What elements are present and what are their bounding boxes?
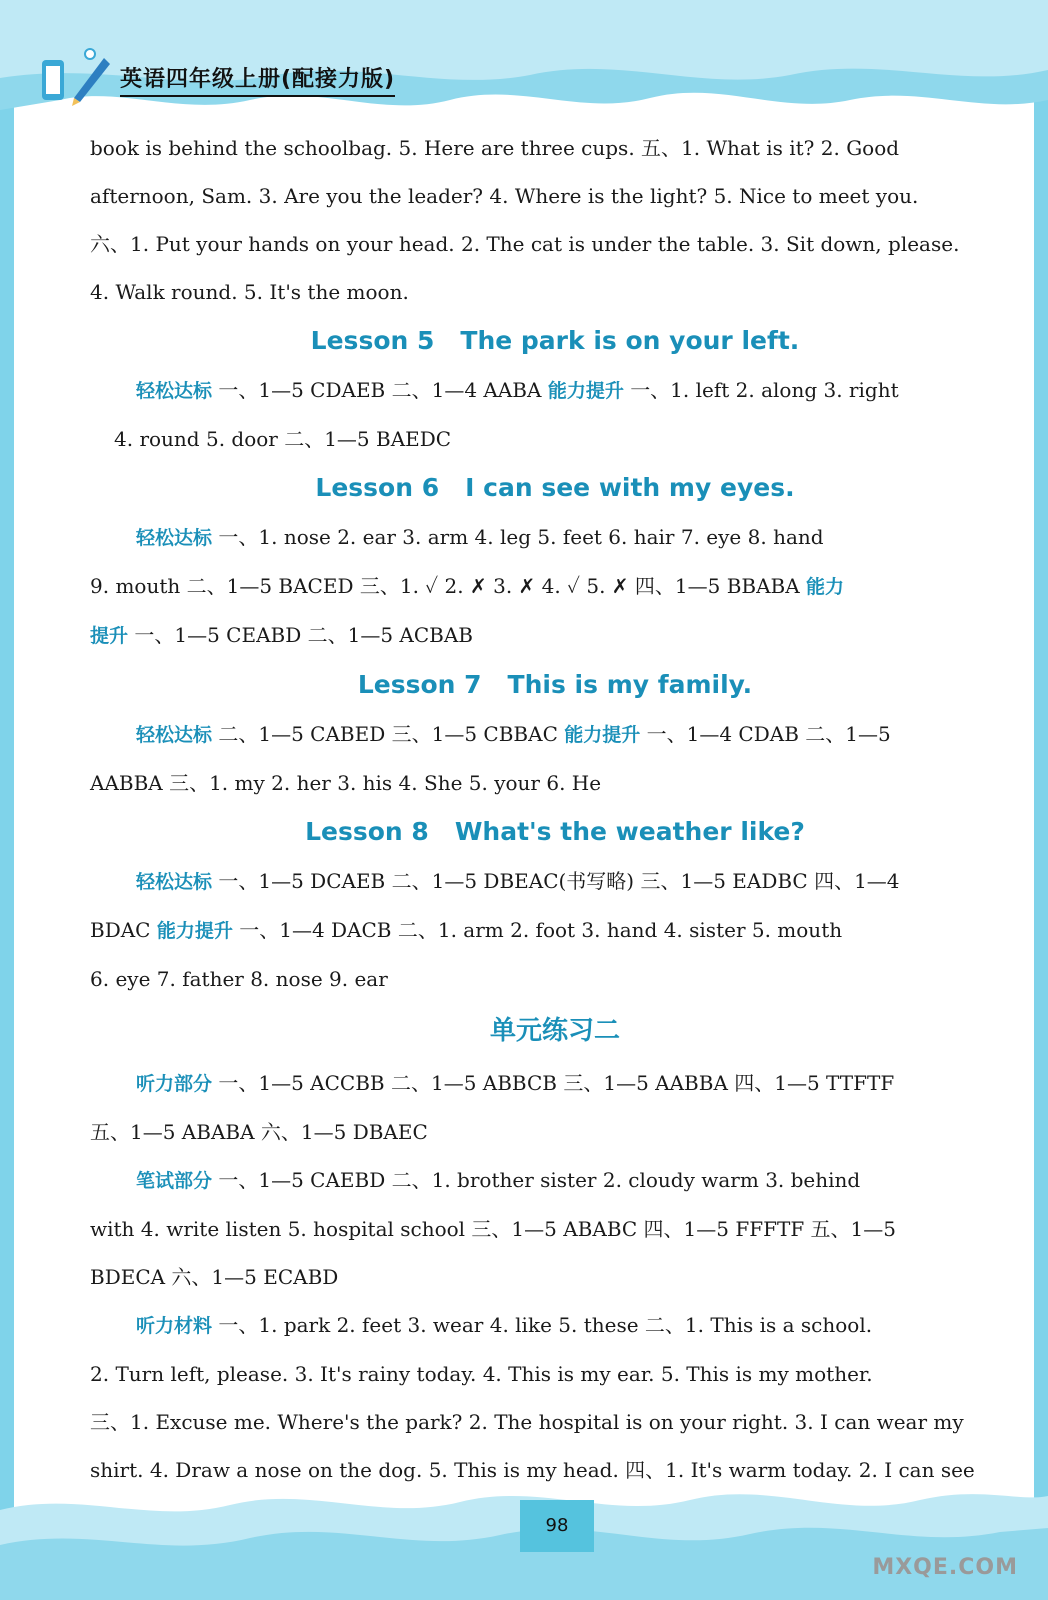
lesson-6-answers-3	[90, 611, 1020, 660]
page-header-title: 英语四年级上册(配接力版)	[120, 62, 395, 97]
lesson-7-answers	[90, 710, 1020, 759]
answer-line: with 4. write listen 5. hospital school 三、1—5 ABABC 四、1—5 FFFTF 五、1—5	[90, 1217, 897, 1241]
unit-2-heading: 单元练习二	[489, 1016, 620, 1046]
lesson-8-heading	[90, 807, 1020, 857]
answer-text: 一、1—5 DCAEB 二、1—5 DBEAC(书写略) 三、1—5 EADBC 四、1—4	[218, 869, 900, 893]
answer-text: 一、1—4 DACB 二、1. arm 2. foot 3. hand 4. sister 5. mouth	[239, 918, 843, 942]
section-label: 能力提升	[564, 724, 641, 746]
answer-text: 一、1. park 2. feet 3. wear 4. like 5. these 二、1. This is a school.	[218, 1313, 873, 1337]
section-label: 能力	[806, 576, 845, 598]
answer-text: 一、1—5 CEABD 二、1—5 ACBAB	[134, 623, 474, 647]
answer-line: 三、1. Excuse me. Where's the park? 2. The hospital is on your right. 3. I can wear my	[90, 1410, 964, 1434]
unit-2-material	[90, 1301, 1020, 1350]
page-number: 98	[520, 1500, 594, 1552]
lesson-title: This is my family.	[507, 670, 753, 699]
intro-line: 六、1. Put your hands on your head. 2. The cat is under the table. 3. Sit down, please.	[90, 232, 960, 256]
answer-text: BDAC	[90, 918, 157, 942]
unit-2-listening	[90, 1059, 1020, 1108]
section-label: 能力提升	[547, 380, 624, 402]
lesson-5-answers	[90, 366, 1020, 415]
answer-line: 6. eye 7. father 8. nose 9. ear	[90, 967, 388, 991]
section-label: 轻松达标	[136, 871, 213, 893]
answer-text: 一、1—5 ACCBB 二、1—5 ABBCB 三、1—5 AABBA 四、1—5 TTFTF	[218, 1071, 895, 1095]
page-frame-right	[1034, 0, 1048, 1600]
section-label: 轻松达标	[136, 724, 213, 746]
section-label: 能力提升	[156, 920, 233, 942]
section-label: 提升	[90, 625, 129, 647]
answer-line: 2. Turn left, please. 3. It's rainy today. 4. This is my ear. 5. This is my mother.	[90, 1362, 873, 1386]
lesson-title: I can see with my eyes.	[465, 473, 795, 502]
lesson-7-heading	[90, 660, 1020, 710]
lesson-number: Lesson 7	[357, 670, 482, 699]
answer-line: 五、1—5 ABABA 六、1—5 DBAEC	[90, 1120, 428, 1144]
section-label: 轻松达标	[136, 527, 213, 549]
section-label: 轻松达标	[136, 380, 213, 402]
answer-text: 一、1—5 CAEBD 二、1. brother sister 2. cloudy warm 3. behind	[218, 1168, 861, 1192]
lesson-8-answers-2	[90, 906, 1020, 955]
answer-text: 一、1. nose 2. ear 3. arm 4. leg 5. feet 6. hair 7. eye 8. hand	[218, 525, 824, 549]
lesson-title: What's the weather like?	[454, 817, 805, 846]
lesson-6-heading	[90, 463, 1020, 513]
section-label: 听力材料	[136, 1315, 213, 1337]
section-label: 听力部分	[136, 1073, 213, 1095]
intro-line: book is behind the schoolbag. 5. Here are three cups. 五、1. What is it? 2. Good	[90, 136, 900, 160]
lesson-5-heading	[90, 316, 1020, 366]
page-frame-left	[0, 0, 14, 1600]
answer-text: 一、1—4 CDAB 二、1—5	[646, 722, 891, 746]
answer-text: 9. mouth 二、1—5 BACED 三、1. ✓ 2. ✗ 3. ✗ 4. ✓ 5. ✗ 四、1—5 BBABA	[90, 574, 807, 598]
top-wave-band	[0, 0, 1048, 120]
answer-line: shirt. 4. Draw a nose on the dog. 5. This is my head. 四、1. It's warm today. 2. I can see	[90, 1458, 975, 1482]
answer-text: 二、1—5 CABED 三、1—5 CBBAC	[218, 722, 565, 746]
lesson-number: Lesson 6	[315, 473, 440, 502]
answer-text: 一、1. left 2. along 3. right	[630, 378, 899, 402]
intro-line: 4. Walk round. 5. It's the moon.	[90, 280, 409, 304]
intro-line: afternoon, Sam. 3. Are you the leader? 4. Where is the light? 5. Nice to meet you.	[90, 184, 919, 208]
pencil-logo-icon	[34, 40, 114, 110]
answer-line: BDECA 六、1—5 ECABD	[90, 1265, 339, 1289]
watermark-text: MXQE.COM	[872, 1555, 1018, 1580]
answer-line: 4. round 5. door 二、1—5 BAEDC	[114, 427, 452, 451]
answer-content	[90, 124, 1020, 1494]
lesson-number: Lesson 5	[310, 326, 435, 355]
lesson-6-answers	[90, 513, 1020, 562]
lesson-title: The park is on your left.	[460, 326, 800, 355]
answer-text: 一、1—5 CDAEB 二、1—4 AABA	[218, 378, 548, 402]
lesson-6-answers-2	[90, 562, 1020, 611]
answer-line: AABBA 三、1. my 2. her 3. his 4. She 5. your 6. He	[90, 771, 602, 795]
unit-2-written	[90, 1156, 1020, 1205]
lesson-8-answers	[90, 857, 1020, 906]
lesson-number: Lesson 8	[305, 817, 429, 846]
section-label: 笔试部分	[136, 1170, 213, 1192]
